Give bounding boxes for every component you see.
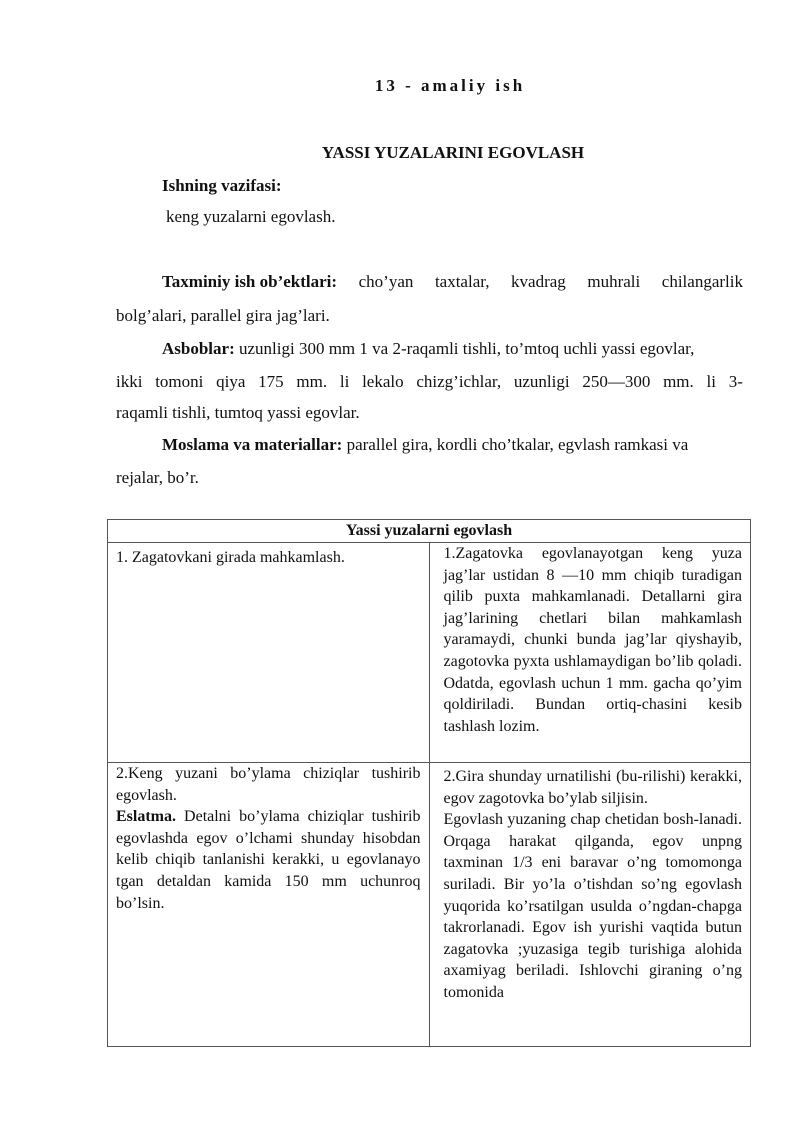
objects-word: muhrali xyxy=(587,272,641,291)
tools-word: ikki xyxy=(116,372,143,391)
note-text xyxy=(116,806,421,914)
instruction-cell xyxy=(429,543,751,763)
tools-line1-text: uzunligi 300 mm 1 va 2-raqamli tishli, to’mtoq uchli yassi egovlar, xyxy=(238,339,695,358)
objects-word: kvadrag xyxy=(511,272,566,291)
note-body: Detalni bo’ylama chiziqlar tushirib egovlashda egov o’lchami shunday hisobdan kelib chiqib tanlanishi kerakki, u egovlanayo tgan detaldan kamida 150 mm uchunroq bo’lsin. xyxy=(116,808,421,912)
tools-word: chizg’ichlar, xyxy=(416,372,502,391)
tools-word: mm. xyxy=(296,372,328,391)
objects-word: chilangarlik xyxy=(661,272,743,291)
table-header-row xyxy=(108,520,751,543)
step-cell xyxy=(108,543,430,763)
objects-line1 xyxy=(162,272,743,292)
tools-line3: raqamli tishli, tumtoq yassi egovlar. xyxy=(116,403,360,422)
task-text: keng yuzalarni egovlash. xyxy=(166,207,336,226)
objects-label: Taxminiy ish ob’ektlari: xyxy=(162,272,338,291)
step-text: 2.Keng yuzani bo’ylama chiziqlar tushirib egovlash. xyxy=(116,765,421,804)
procedure-table xyxy=(107,519,751,1047)
lab-title: 13 - amaliy ish xyxy=(374,76,526,95)
tools-word: uzunligi xyxy=(513,372,570,391)
step-cell xyxy=(108,763,430,1047)
instruction-text: 2.Gira shunday urnatilishi (bu-rilishi) kerakki, egov zagotovka bo’ylab siljisin. xyxy=(443,768,742,807)
note-label: Eslatma. xyxy=(116,808,176,826)
tools-word: lekalo xyxy=(362,372,404,391)
tools-word: mm. xyxy=(663,372,694,391)
table-header: Yassi yuzalarni egovlash xyxy=(108,520,751,543)
table-row xyxy=(108,763,751,1047)
tools-line2 xyxy=(116,372,743,392)
tools-label: Asboblar: xyxy=(162,339,235,358)
tools-word: li xyxy=(706,372,716,391)
step-text: 1. Zagatovkani girada mahkamlash. xyxy=(116,549,345,566)
instruction-text: 1.Zagatovka egovlanayotgan keng yuza jag’lar ustidan 8 —10 mm chiqib turadigan qilib puxta mahkamlanadi. Detallarni gira jag’larining chetlari bilan mahkamlash yaramaydi, chunki bunda jag’lar qiyshayib, zagotovka pyxta ushlamaydigan bo’lib qoladi. Odatda, egovlash uchun 1 mm. gacha qo’yim qoldiriladi. Bundan ortiq-chasini kesib tashlash lozim. xyxy=(443,545,742,735)
instruction-cell xyxy=(429,763,751,1047)
objects-word: taxtalar, xyxy=(434,272,490,291)
materials-line1-text: parallel gira, kordli cho’tkalar, egvlash ramkasi va xyxy=(346,435,689,454)
tools-word: 175 xyxy=(258,372,284,391)
materials-label: Moslama va materiallar: xyxy=(162,435,343,454)
instruction-text-continued: Egovlash yuzaning chap chetidan bosh-lanadi. Orqaga harakat qilganda, egov unpng taxminan 1/3 eni baravar o’ng tomomonga suriladi. Bir yo’la o’tishdan so’ng egovlash yuqorida ko’rsatilgan usulda o’ngdan-chapga takrorlanadi. Egov ish yurishi vaqtida butun zagatovka ;yuzasiga tegib turishiga alohida axamiyag beriladi. Ishlovchi giraning o’ng tomonida xyxy=(443,811,742,1001)
tools-word: 250—300 xyxy=(582,372,651,391)
tools-word: tomoni xyxy=(155,372,204,391)
materials-line2: rejalar, bo’r. xyxy=(116,468,199,487)
objects-word: cho’yan xyxy=(358,272,414,291)
task-label: Ishning vazifasi: xyxy=(162,176,282,195)
tools-word: qiya xyxy=(216,372,246,391)
tools-word: li xyxy=(339,372,350,391)
tools-line1 xyxy=(162,339,694,359)
tools-word: 3- xyxy=(728,372,743,391)
materials-line1 xyxy=(162,435,688,455)
objects-line2: bolg’alari, parallel gira jag’lari. xyxy=(116,306,330,325)
table-row xyxy=(108,543,751,763)
main-title: YASSI YUZALARINI EGOVLASH xyxy=(321,143,585,162)
